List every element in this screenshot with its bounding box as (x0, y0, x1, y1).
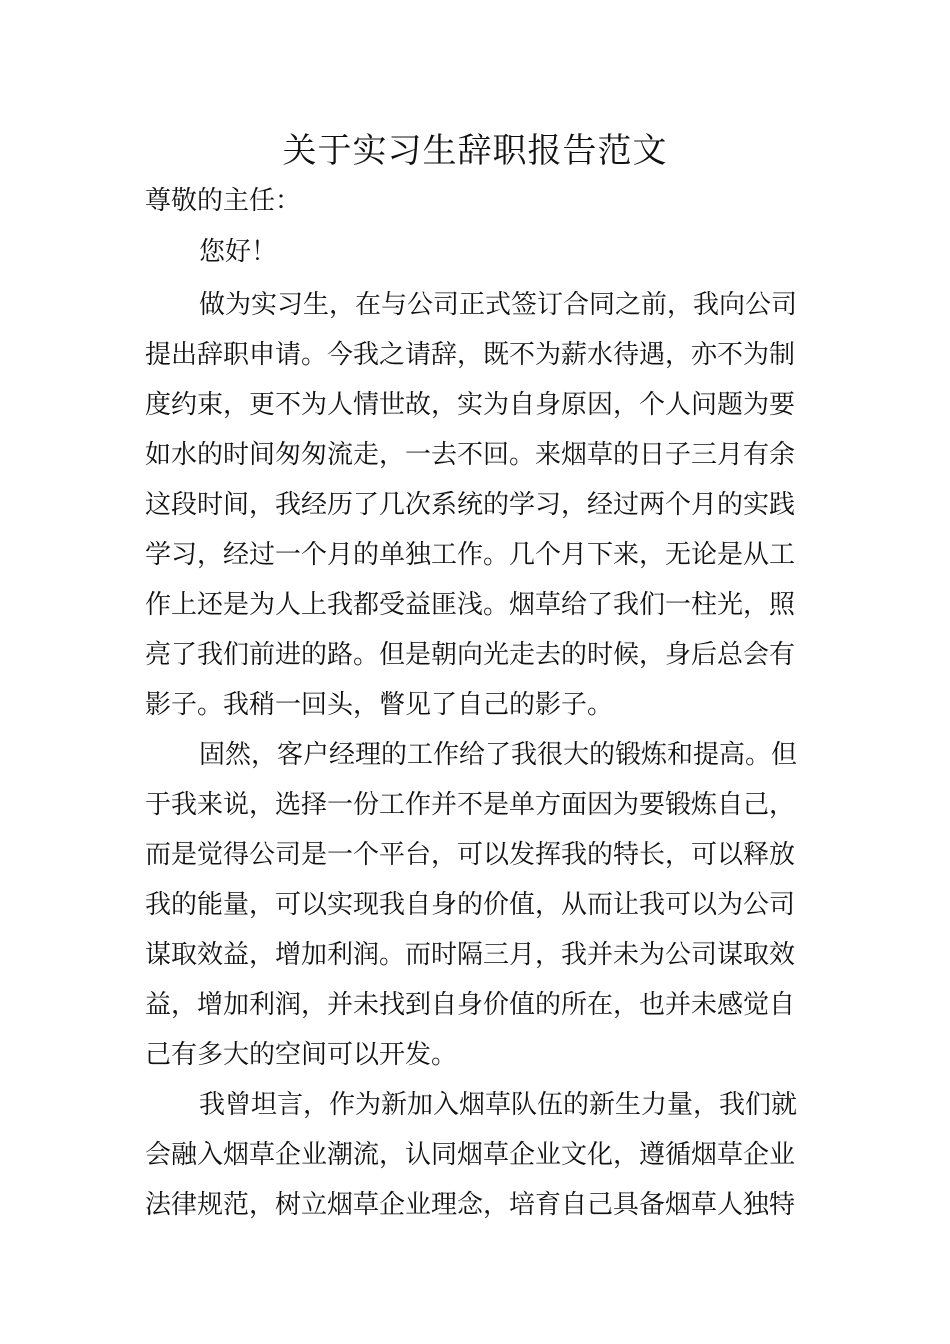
paragraph-line: 会融入烟草企业潮流，认同烟草企业文化，遵循烟草企业 (145, 1140, 796, 1170)
paragraph-line: 法律规范，树立烟草企业理念，培育自己具备烟草人独特 (145, 1190, 796, 1220)
paragraph-line: 谋取效益，增加利润。而时隔三月，我并未为公司谋取效 (145, 940, 796, 970)
paragraph-line: 我的能量，可以实现我自身的价值，从而让我可以为公司 (145, 890, 796, 920)
paragraph-line: 于我来说，选择一份工作并不是单方面因为要锻炼自己， (145, 790, 796, 820)
paragraph-1 (145, 280, 807, 730)
greeting: 您好！ (199, 237, 278, 267)
paragraph-line: 提出辞职申请。今我之请辞，既不为薪水待遇，亦不为制 (145, 340, 796, 370)
paragraph-line: 作上还是为人上我都受益匪浅。烟草给了我们一柱光，照 (145, 590, 796, 620)
document-body (145, 178, 807, 1230)
salutation: 尊敬的主任： (145, 186, 302, 216)
paragraph-line: 影子。我稍一回头，瞥见了自己的影子。 (145, 690, 614, 720)
paragraph-line: 这段时间，我经历了几次系统的学习，经过两个月的实践 (145, 490, 796, 520)
paragraph-line: 学习，经过一个月的单独工作。几个月下来，无论是从工 (145, 540, 796, 570)
document-title: 关于实习生辞职报告范文 (282, 131, 668, 171)
paragraph-2 (145, 730, 807, 1080)
paragraph-line: 度约束，更不为人情世故，实为自身原因，个人问题为要 (145, 390, 796, 420)
paragraph-line: 如水的时间匆匆流走，一去不回。来烟草的日子三月有余 (145, 440, 796, 470)
paragraph-line: 己有多大的空间可以开发。 (145, 1040, 458, 1070)
paragraph-line: 我曾坦言，作为新加入烟草队伍的新生力量，我们就 (199, 1090, 798, 1120)
paragraph-line: 固然，客户经理的工作给了我很大的锻炼和提高。但 (199, 740, 798, 770)
paragraph-line: 而是觉得公司是一个平台，可以发挥我的特长，可以释放 (145, 840, 796, 870)
paragraph-line: 益，增加利润，并未找到自身价值的所在，也并未感觉自 (145, 990, 796, 1020)
paragraph-line: 做为实习生，在与公司正式签订合同之前，我向公司 (199, 290, 798, 320)
paragraph-3 (145, 1080, 807, 1230)
paragraph-line: 亮了我们前进的路。但是朝向光走去的时候，身后总会有 (145, 640, 796, 670)
